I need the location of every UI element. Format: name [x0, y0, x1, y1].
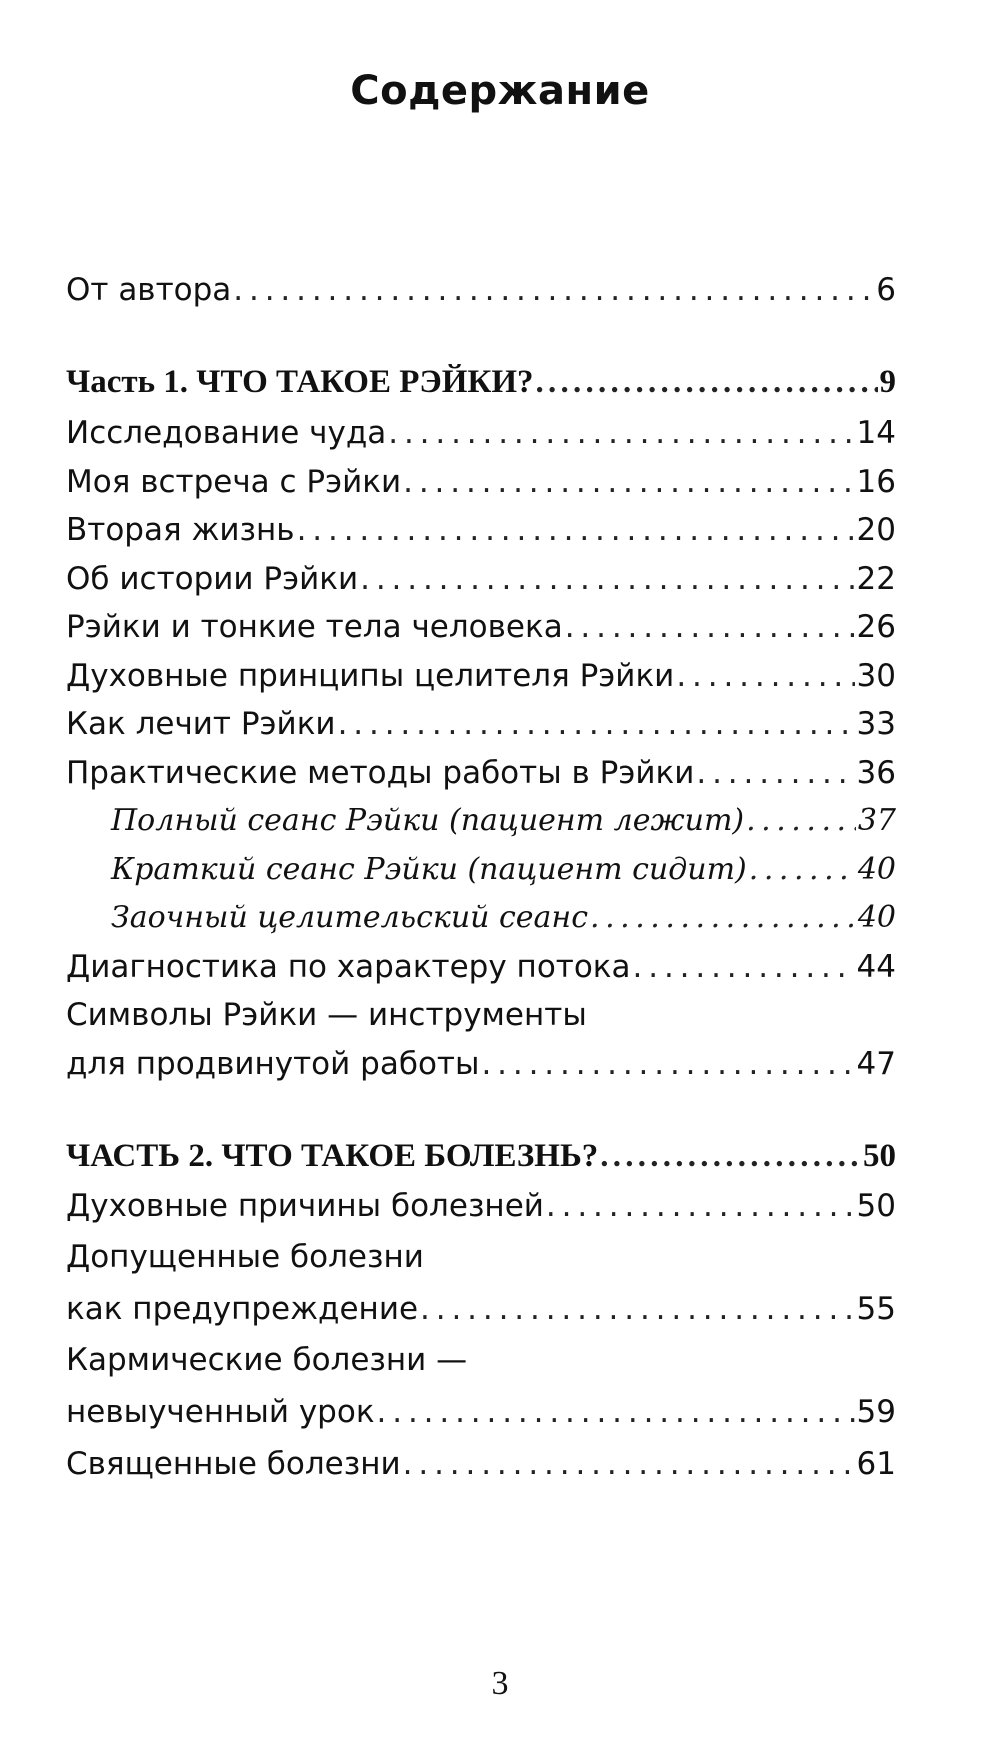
toc-entry-title: Диагностика по характеру потока	[66, 949, 631, 985]
toc-subentry	[66, 845, 896, 895]
toc-entry-first-line	[66, 1335, 896, 1385]
toc-entry-page: 61	[856, 1446, 896, 1482]
dot-leader	[565, 602, 855, 652]
toc-entry-title: как предупреждение	[66, 1291, 419, 1327]
dot-leader	[420, 1284, 855, 1334]
toc-entry-page: 6	[876, 272, 896, 308]
toc-subentry	[66, 796, 896, 846]
toc-entry-first-line	[66, 990, 896, 1040]
toc-entry	[66, 1387, 896, 1437]
toc-entry-page: 37	[857, 803, 896, 838]
toc-entry-first-line	[66, 1232, 896, 1282]
toc-entry	[66, 1181, 896, 1231]
toc-entry-title: Заочный целительский сеанс	[111, 900, 588, 935]
toc-entry-title: для продвинутой работы	[66, 1046, 480, 1082]
toc-entry-page: 9	[879, 364, 896, 400]
toc-part-heading	[66, 1131, 896, 1181]
toc-entry-title: Полный сеанс Рэйки (пациент лежит)	[111, 803, 745, 838]
dot-leader	[403, 1439, 855, 1489]
toc-entry	[66, 942, 896, 992]
toc-entry	[66, 602, 896, 652]
dot-leader	[546, 1181, 855, 1231]
dot-leader	[297, 505, 855, 555]
toc-entry-page: 50	[863, 1138, 896, 1174]
toc-entry	[66, 265, 896, 315]
dot-leader	[338, 699, 855, 749]
toc-entry-title: Символы Рэйки — инструменты	[66, 997, 587, 1033]
toc-entry	[66, 408, 896, 458]
dot-leader	[600, 1131, 861, 1181]
toc-entry-page: 55	[856, 1291, 896, 1327]
dot-leader	[377, 1387, 855, 1437]
toc-subentry	[66, 893, 896, 943]
toc-entry-title: Кармические болезни —	[66, 1342, 468, 1378]
page-title: Содержание	[350, 68, 650, 114]
dot-leader	[388, 408, 854, 458]
toc-entry-page: 30	[856, 658, 896, 694]
toc-entry-title: Часть 1. ЧТО ТАКОЕ РЭЙКИ?	[66, 364, 534, 400]
toc-entry-title: Краткий сеанс Рэйки (пациент сидит)	[111, 852, 747, 887]
toc-part-heading	[66, 357, 896, 407]
dot-leader	[536, 357, 878, 407]
toc-entry	[66, 1039, 896, 1089]
toc-entry-title: Моя встреча с Рэйки	[66, 464, 402, 500]
toc-entry-title: Вторая жизнь	[66, 512, 295, 548]
toc-entry-title: ЧАСТЬ 2. ЧТО ТАКОЕ БОЛЕЗНЬ?	[66, 1138, 599, 1174]
toc-entry-title: От автора	[66, 272, 232, 308]
toc-entry-title: Духовные причины болезней	[66, 1188, 544, 1224]
toc-entry-page: 40	[857, 852, 896, 887]
toc-entry	[66, 1284, 896, 1334]
toc-entry-page: 16	[856, 464, 896, 500]
toc-entry-page: 59	[856, 1394, 896, 1430]
toc-entry-title: Практические методы работы в Рэйки	[66, 755, 695, 791]
toc-entry-page: 40	[857, 900, 896, 935]
toc-entry-title: Рэйки и тонкие тела человека	[66, 609, 563, 645]
toc-entry-title: Об истории Рэйки	[66, 561, 359, 597]
dot-leader	[746, 796, 856, 846]
dot-leader	[676, 651, 854, 701]
toc-entry	[66, 651, 896, 701]
toc-entry-title: Духовные принципы целителя Рэйки	[66, 658, 675, 694]
toc-entry-page: 50	[856, 1188, 896, 1224]
dot-leader	[590, 893, 856, 943]
dot-leader	[749, 845, 856, 895]
toc-entry-page: 14	[856, 415, 896, 451]
toc-entry-title: Священные болезни	[66, 1446, 401, 1482]
toc-entry	[66, 554, 896, 604]
toc-entry-page: 20	[856, 512, 896, 548]
toc-entry	[66, 1439, 896, 1489]
dot-leader	[233, 265, 874, 315]
toc-entry-title: невыученный урок	[66, 1394, 375, 1430]
toc-entry	[66, 748, 896, 798]
toc-entry	[66, 457, 896, 507]
toc-entry-page: 26	[856, 609, 896, 645]
toc-entry	[66, 505, 896, 555]
dot-leader	[481, 1039, 854, 1089]
dot-leader	[633, 942, 855, 992]
dot-leader	[696, 748, 854, 798]
dot-leader	[403, 457, 854, 507]
page-number: 3	[491, 1665, 509, 1702]
toc-entry-page: 44	[856, 949, 896, 985]
toc-entry-title: Как лечит Рэйки	[66, 706, 336, 742]
toc-entry-page: 47	[856, 1046, 896, 1082]
toc-entry-page: 33	[856, 706, 896, 742]
toc-entry-title: Допущенные болезни	[66, 1239, 424, 1275]
toc-entry-page: 22	[856, 561, 896, 597]
toc-entry-page: 36	[856, 755, 896, 791]
dot-leader	[360, 554, 854, 604]
toc-entry	[66, 699, 896, 749]
toc-entry-title: Исследование чуда	[66, 415, 387, 451]
